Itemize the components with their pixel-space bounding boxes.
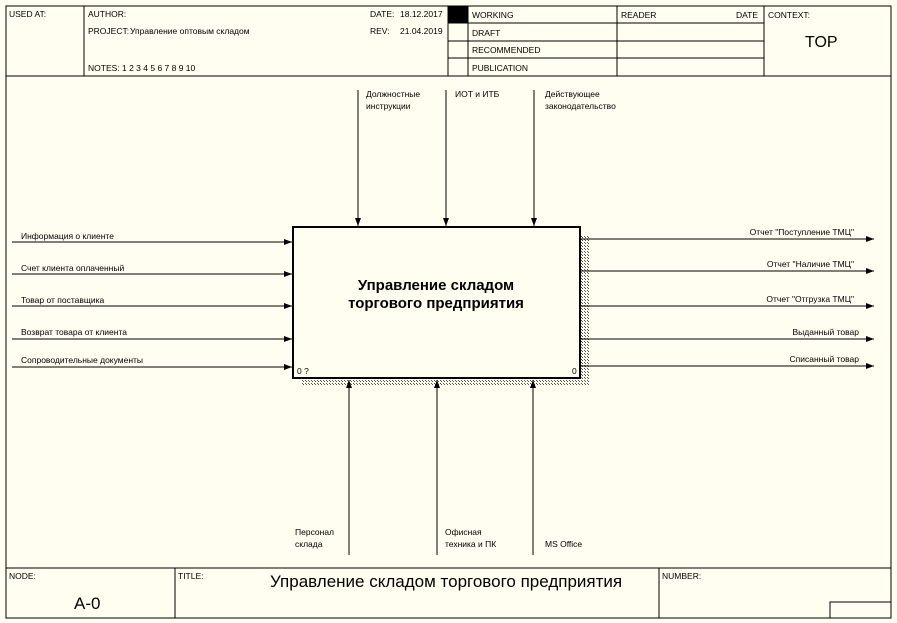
- context-label: CONTEXT:: [768, 10, 811, 20]
- header-block: [6, 6, 891, 76]
- control-label: инструкции: [366, 101, 411, 111]
- working-status-marker: [448, 6, 468, 23]
- context-value: TOP: [805, 34, 838, 51]
- mechanism-label: MS Office: [545, 539, 583, 549]
- box-cost: 0 ?: [297, 366, 309, 376]
- rev-value: 21.04.2019: [400, 26, 443, 36]
- project-label: PROJECT:: [88, 26, 130, 36]
- box-shadow-right: [581, 236, 589, 386]
- status-publication: PUBLICATION: [472, 63, 529, 73]
- reader-date-label: DATE: [736, 10, 759, 20]
- output-label: Списанный товар: [789, 354, 859, 364]
- activity-box[interactable]: [293, 227, 589, 386]
- control-label: ИОТ и ИТБ: [455, 89, 500, 99]
- output-arrows: [581, 227, 874, 366]
- node-label: NODE:: [9, 571, 36, 581]
- box-title-line2: торгового предприятия: [348, 295, 524, 312]
- footer-block: [6, 568, 891, 618]
- used-at-label: USED AT:: [9, 9, 47, 19]
- control-label: законодательство: [545, 101, 616, 111]
- input-label: Товар от поставщика: [21, 295, 105, 305]
- mechanism-label: Персонал: [295, 527, 335, 537]
- box-title-line1: Управление складом: [357, 277, 515, 294]
- output-label: Отчет "Отгрузка ТМЦ": [766, 294, 854, 304]
- title-label: TITLE:: [178, 571, 204, 581]
- mechanism-label: техника и ПК: [445, 539, 497, 549]
- mechanism-arrows: [295, 380, 582, 555]
- date-label: DATE:: [370, 9, 395, 19]
- input-label: Сопроводительные документы: [21, 355, 144, 365]
- output-label: Выданный товар: [792, 327, 859, 337]
- control-label: Действующее: [545, 89, 600, 99]
- output-label: Отчет "Поступление ТМЦ": [749, 227, 854, 237]
- notes-label: NOTES: 1 2 3 4 5 6 7 8 9 10: [88, 63, 196, 73]
- reader-label: READER: [621, 10, 657, 20]
- status-working: WORKING: [472, 10, 514, 20]
- mechanism-label: склада: [295, 539, 323, 549]
- author-label: AUTHOR:: [88, 9, 127, 19]
- control-label: Должностные: [366, 89, 421, 99]
- node-value: A-0: [74, 594, 101, 613]
- input-arrows: [12, 231, 292, 367]
- status-recommended: RECOMMENDED: [472, 45, 541, 55]
- rev-label: REV:: [370, 26, 390, 36]
- input-label: Счет клиента оплаченный: [21, 263, 125, 273]
- output-label: Отчет "Наличие ТМЦ": [766, 259, 854, 269]
- box-number: 0: [572, 366, 577, 376]
- input-label: Возврат товара от клиента: [21, 327, 127, 337]
- diagram-title: Управление складом торгового предприятия: [270, 572, 623, 591]
- status-draft: DRAFT: [472, 28, 501, 38]
- mechanism-label: Офисная: [445, 527, 482, 537]
- box-shadow-bottom: [302, 378, 589, 386]
- date-value: 18.12.2017: [400, 9, 443, 19]
- number-label: NUMBER:: [662, 571, 702, 581]
- input-label: Информация о клиенте: [21, 231, 114, 241]
- control-arrows: [358, 89, 616, 226]
- project-value: Управление оптовым складом: [130, 26, 250, 36]
